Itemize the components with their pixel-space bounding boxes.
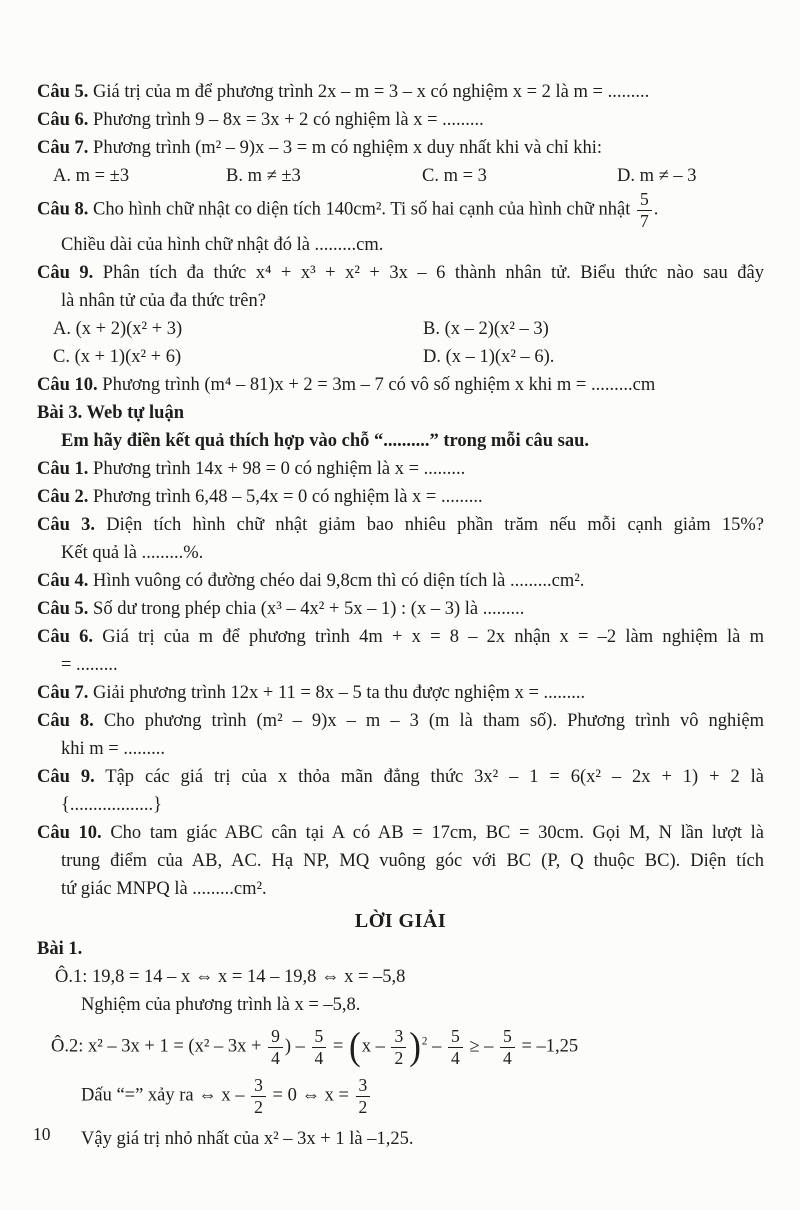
option-cell: C. (x + 1)(x² + 6) (53, 346, 182, 367)
text-line: Nghiệm của phương trình là x = –5,8. (81, 994, 361, 1015)
text-line: Dấu “=” xảy ra ⇔ x – $\frac{3}{2}$ = 0 ⇔ x = $\frac{3}{2}$ (37, 1076, 764, 1117)
text-line: Kết quả là .........%. (61, 542, 204, 563)
fraction: $\frac{5}{7}$ (637, 190, 652, 231)
question-line: Câu 5. Số dư trong phép chia (x³ – 4x² + 5x – 1) : (x – 3) là ......... (37, 598, 525, 619)
option-cell: A. (x + 2)(x² + 3) (53, 318, 183, 339)
section-label (37, 399, 764, 427)
bold-label: Câu 7. (37, 138, 89, 158)
bold-label: Câu 8. (37, 710, 94, 731)
page-number: 10 (33, 1124, 51, 1144)
bold-label: Bài 1. (37, 938, 83, 959)
bold-label: Câu 4. (37, 570, 89, 591)
document-body (37, 78, 764, 1153)
bold-label: Câu 2. (37, 486, 89, 507)
text-line (37, 315, 764, 343)
text-line: Ô.2: x² – 3x + 1 = (x² – 3x + $\frac{9}{4}$ ) – $\frac{5}{4}$ = (x – $\frac{3}{2}$ )$^2$ – $\frac{5}{4}$ ≥ – $\frac{5}{4}$ = –1,25 (51, 1025, 579, 1069)
option-cell: D. m ≠ – 3 (617, 166, 697, 186)
text-line: Vậy giá trị nhỏ nhất của x² – 3x + 1 là –1,25. (81, 1128, 414, 1149)
text-line: Ô.1: 19,8 = 14 – x ⇔ x = 14 – 19,8 ⇔ x = –5,8 (55, 966, 406, 987)
question-line: Câu 10. Phương trình (m⁴ – 81)x + 2 = 3m – 7 có vô số nghiệm x khi m = .........cm (37, 374, 656, 395)
text-line: = ......... (61, 654, 118, 675)
superscript: 2 (421, 1035, 428, 1048)
question-line: Câu 9. Tập các giá trị của x thỏa mãn đẳng thức 3x² – 1 = 6(x² – 2x + 1) + 2 là (37, 766, 764, 787)
question-line: Câu 4. Hình vuông có đường chéo dai 9,8cm thì có diện tích là .........cm². (37, 570, 585, 591)
bold-label: Câu 10. (37, 822, 102, 843)
question-line: Câu 8. Cho hình chữ nhật co diện tích 140cm². Ti số hai cạnh của hình chữ nhật $\frac{5}{7}$ . (37, 189, 659, 231)
bold-label: Câu 10. (37, 374, 98, 395)
question-line: Câu 6. Giá trị của m để phương trình 4m + x = 8 – 2x nhận x = –2 làm nghiệm là m (37, 626, 764, 647)
text-line (37, 343, 764, 371)
text-line: Chiều dài của hình chữ nhật đó là .........cm. (61, 234, 384, 255)
question-line: Câu 7. Giải phương trình 12x + 11 = 8x – 5 ta thu được nghiệm x = ......... (37, 682, 586, 703)
bold-label: LỜI GIẢI (354, 909, 447, 932)
option-cell: B. m ≠ ±3 (226, 166, 301, 186)
section-label (37, 935, 764, 963)
text-line: trung điểm của AB, AC. Hạ NP, MQ vuông góc với BC (P, Q thuộc BC). Diện tích (61, 850, 764, 871)
fraction: $\frac{9}{4}$ (268, 1027, 283, 1068)
option-cell: C. m = 3 (422, 166, 487, 186)
question-line: Câu 3. Diện tích hình chữ nhật giảm bao nhiêu phần trăm nếu mỗi cạnh giảm 15%? (37, 514, 764, 535)
bold-label: Câu 5. (37, 82, 89, 102)
question-line: Câu 10. Cho tam giác ABC cân tại A có AB = 17cm, BC = 30cm. Gọi M, N lần lượt là (37, 822, 764, 843)
fraction: $\frac{3}{2}$ (251, 1076, 266, 1117)
question-line: Câu 2. Phương trình 6,48 – 5,4x = 0 có nghiệm là x = ......... (37, 486, 483, 507)
fraction: $\frac{3}{2}$ (391, 1027, 406, 1068)
bold-label: Em hãy điền kết quả thích hợp vào chỗ “..........” trong mỗi câu sau. (61, 430, 589, 451)
question-line: Câu 8. Cho phương trình (m² – 9)x – m – 3 (m là tham số). Phương trình vô nghiệm (37, 710, 764, 731)
fraction: $\frac{5}{4}$ (448, 1027, 463, 1068)
bold-label: Câu 9. (37, 766, 95, 787)
bold-label: Câu 1. (37, 458, 89, 479)
text-line (37, 162, 764, 190)
text-line (37, 427, 764, 455)
bold-label: Bài 3. Web tự luận (37, 402, 184, 423)
fraction: $\frac{5}{4}$ (500, 1027, 515, 1068)
bold-label: Câu 3. (37, 514, 96, 535)
text-line: khi m = ......... (61, 738, 165, 759)
question-line: Câu 1. Phương trình 14x + 98 = 0 có nghiệm là x = ......... (37, 458, 466, 479)
bold-label: Câu 9. (37, 262, 94, 283)
bold-label: Câu 8. (37, 199, 89, 220)
question-line: Câu 5. Giá trị của m để phương trình 2x – m = 3 – x có nghiệm x = 2 là m = ......... (37, 82, 650, 102)
option-cell: A. m = ±3 (53, 166, 130, 186)
bold-label: Câu 5. (37, 598, 89, 619)
question-line: Câu 7. Phương trình (m² – 9)x – 3 = m có nghiệm x duy nhất khi và chỉ khi: (37, 138, 603, 158)
bold-label: Câu 6. (37, 110, 89, 130)
text-line: {..................} (61, 794, 163, 815)
bold-label: Câu 7. (37, 682, 89, 703)
text-line: là nhân tử của đa thức trên? (61, 290, 266, 311)
option-cell: D. (x – 1)(x² – 6). (423, 346, 555, 367)
solutions-heading (37, 907, 764, 935)
question-line: Câu 6. Phương trình 9 – 8x = 3x + 2 có nghiệm là x = ......... (37, 110, 484, 130)
fraction: $\frac{3}{2}$ (356, 1076, 371, 1117)
question-line: Câu 9. Phân tích đa thức x⁴ + x³ + x² + 3x – 6 thành nhân tử. Biểu thức nào sau đây (37, 262, 764, 283)
option-cell: B. (x – 2)(x² – 3) (423, 318, 549, 339)
bold-label: Câu 6. (37, 626, 93, 647)
fraction: $\frac{5}{4}$ (312, 1027, 327, 1068)
text-line: tứ giác MNPQ là .........cm². (61, 878, 267, 899)
